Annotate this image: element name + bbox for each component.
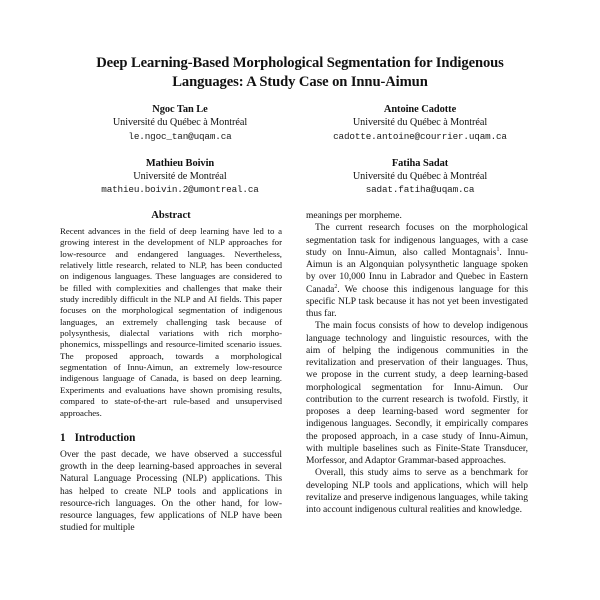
footnote-marker-1[interactable]: 1 [496, 246, 500, 253]
paragraph [306, 222, 528, 320]
author-entry [60, 157, 300, 198]
abstract-heading: Abstract [151, 210, 191, 221]
two-column-body [60, 210, 540, 535]
page-title: Deep Learning-Based Morphological Segmentation for Indigenous Languages: A Study Case on Innu-Aimun [96, 55, 504, 90]
text-before-footnote-1: The current research focuses on the morphological segmentation task for indigenous languages, with a case study on Innu-Aimun, also called Montagnais [306, 223, 528, 258]
author-entry [300, 103, 540, 144]
abstract-body [60, 226, 282, 419]
author-name: Ngoc Tan Le [152, 104, 208, 115]
paragraph: Overall, this study aims to serve as a benchmark for developing NLP tools and applications, which will help revitalize and preserve indigenous languages, while taking into account indigenous cultural realities and knowledge. [306, 468, 528, 515]
introduction-heading [60, 432, 282, 444]
author-email[interactable]: cadotte.antoine@courrier.uqam.ca [333, 130, 507, 142]
author-affiliation: Université du Québec à Montréal [352, 117, 488, 128]
right-column [306, 210, 528, 535]
text-after-footnote-2: . We choose this indigenous language for this specific NLP task because it has not yet been investigated thus far. [306, 284, 528, 319]
author-name: Fatiha Sadat [391, 157, 449, 169]
author-email[interactable]: le.ngoc_tan@uqam.ca [128, 130, 232, 142]
section-title: Introduction [74, 431, 136, 444]
author-row [60, 103, 540, 144]
author-block [60, 103, 540, 197]
author-entry [300, 157, 540, 198]
right-column-body [306, 210, 528, 516]
left-column [60, 210, 282, 535]
author-affiliation: Université de Montréal [133, 170, 227, 182]
abstract-paragraph: Recent advances in the field of deep learning have led to a growing interest in the development of NLP approaches for low-resource and endangered languages. Nevertheless, relatively little research, related to NLP, has been conducted on indigenous languages. These languages are considered to be filled with complexities and challenges that make their study incredibly difficult in the NLP and AI fields. This paper focuses on the morphological segmentation of indigenous languages, an extremely challenging task because of polysynthesis, dialectal variations with rich morpho-phonemics, misspellings and resource-limited scenario issues. The proposed approach, towards a morphological segmentation of Innu-Aimun, an extremely low-resource indigenous language of Canada, is based on deep learning. Experiments and evaluations have shown promising results, compared to state-of-the-art rule-based and unsupervised approaches. [60, 226, 282, 418]
paragraph: Over the past decade, we have observed a successful growth in the deep learning-based approaches in several Natural Language Processing (NLP) applications. This has helped to create NLP tools and applications in resource-rich languages. On the other hand, for low-resource languages, few applications of NLP have been studied for multiple [60, 449, 282, 534]
introduction-body [60, 449, 282, 535]
author-affiliation: Université du Québec à Montréal [352, 170, 488, 182]
author-name: Mathieu Boivin [145, 157, 215, 169]
author-email[interactable]: sadat.fatiha@uqam.ca [365, 184, 475, 195]
section-number: 1 [60, 431, 66, 444]
footnote-marker-2[interactable]: 2 [334, 283, 338, 290]
author-email[interactable]: mathieu.boivin.2@umontreal.ca [101, 184, 259, 195]
paragraph: The main focus consists of how to develop indigenous language technology and linguistic resources, with the aim of helping the indigenous communities in the revitalization and preservation of their languages. Thus, we propose in the current study, a deep learning-based morphological segmentation for Innu-Aimun. Our contribution to the current research is twofold. Firstly, it proposes a deep learning-based word segmenter for indigenous languages. Secondly, it empirically compares the proposed approach, in a case study of Innu-Aimun, with multiple baselines such as Finite-State Transducer, Morfessor, and Adaptor Grammar-based approaches. [306, 321, 528, 466]
author-name: Antoine Cadotte [383, 104, 457, 115]
text-between-footnotes: . Innu-Aimun is an Algonquian polysynthetic language spoken by over 10,000 Innu in Labrador and Quebec in Eastern Canada [306, 247, 529, 295]
paragraph-continuation: meanings per morpheme. [306, 211, 402, 221]
author-entry [60, 103, 300, 144]
author-affiliation: Université du Québec à Montréal [112, 117, 248, 128]
author-row [60, 157, 540, 198]
